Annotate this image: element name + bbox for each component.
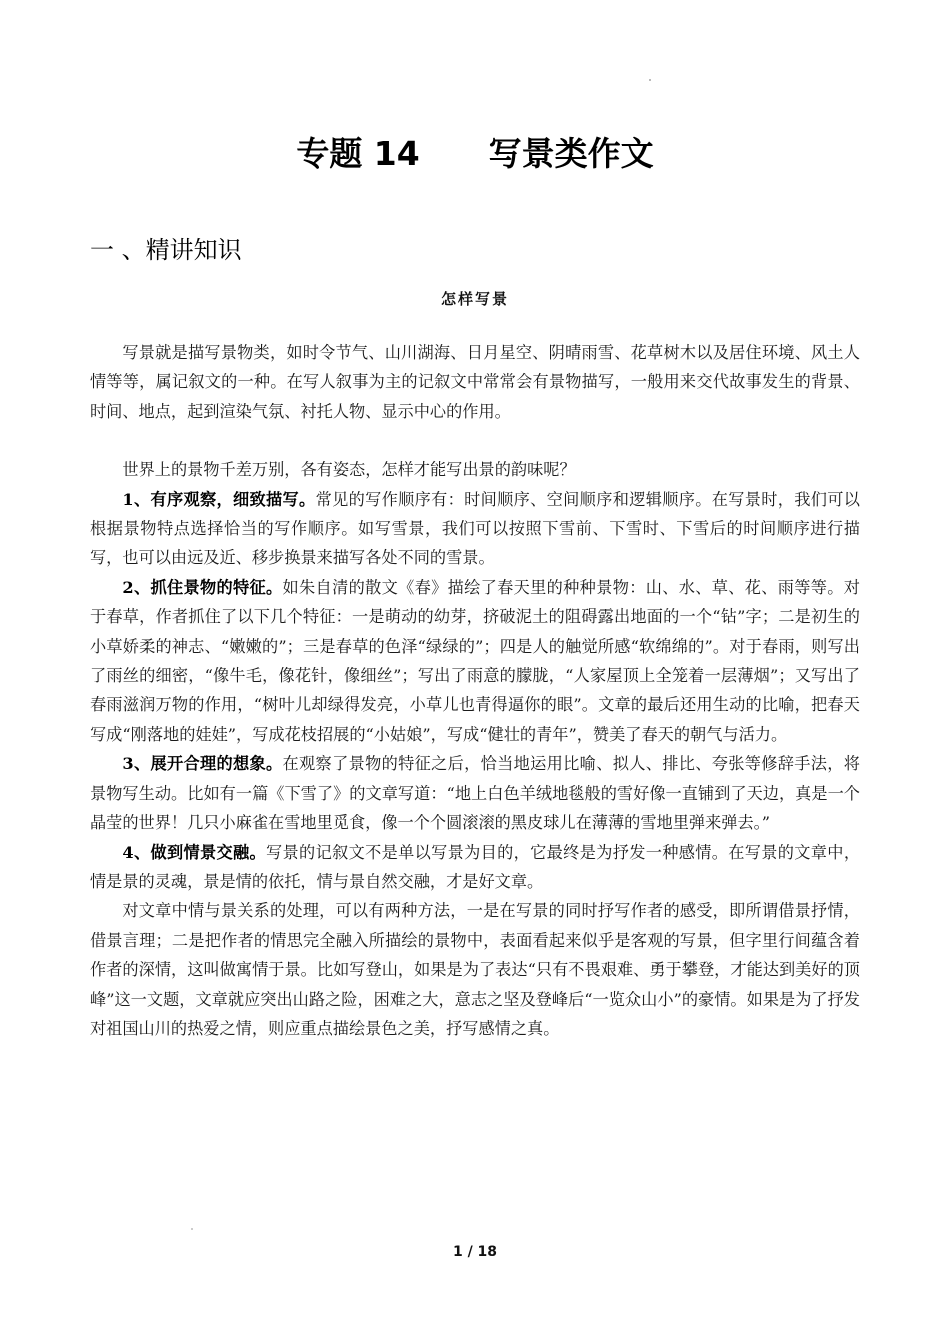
article-body bbox=[90, 338, 860, 1043]
paragraph-point-1 bbox=[90, 485, 860, 573]
document-title: 专题 14 写景类作文 bbox=[296, 134, 654, 173]
paragraph-gap bbox=[90, 426, 860, 455]
paragraph-methods: 对文章中情与景关系的处理，可以有两种方法，一是在写景的同时抒写作者的感受，即所谓借景抒情，借景言理；二是把作者的情思完全融入所描绘的景物中，表面看起来似乎是客观的写景，但字里行间蕴含着作者的深情，这叫做寓情于景。比如写登山，如果是为了表达“只有不畏艰难、勇于攀登，才能达到美好的顶峰”这一文题，文章就应突出山路之险，困难之大，意志之坚及登峰后“一览众山小”的豪情。如果是为了抒发对祖国山川的热爱之情，则应重点描绘景色之美，抒写感情之真。 bbox=[90, 901, 860, 1038]
paragraph-point-3 bbox=[90, 749, 860, 837]
scan-speck bbox=[191, 1228, 193, 1230]
paragraph-question: 世界上的景物千差万别，各有姿态，怎样才能写出景的韵味呢？ bbox=[122, 460, 576, 480]
point-3-heading: 3、展开合理的想象。 bbox=[122, 754, 283, 774]
point-2-text: 如朱自清的散文《春》描绘了春天里的种种景物：山、水、草、花、雨等等。对于春草，作者抓住了以下几个特征：一是萌动的幼芽，挤破泥土的阻碍露出地面的一个“钻”字；二是初生的小草娇柔的神志、“嫩嫩的”；三是春草的色泽“绿绿的”；四是人的触觉所感“软绵绵的”。对于春雨，则写出了雨丝的细密，“像牛毛，像花针，像细丝”；写出了雨意的朦胧，“人家屋顶上全笼着一层薄烟”；又写出了春雨滋润万物的作用，“树叶儿却绿得发亮，小草儿也青得逼你的眼”。文章的最后还用生动的比喻，把春天写成“刚落地的娃娃”，写成花枝招展的“小姑娘”，写成“健壮的青年”，赞美了春天的朝气与活力。 bbox=[90, 577, 860, 744]
point-1-heading: 1、有序观察，细致描写。 bbox=[122, 489, 316, 509]
paragraph-intro: 写景就是描写景物类，如时令节气、山川湖海、日月星空、阴晴雨雪、花草树木以及居住环境、风土人情等等，属记叙文的一种。在写人叙事为主的记叙文中常常会有景物描写，一般用来交代故事发生的背景、时间、地点，起到渲染气氛、衬托人物、显示中心的作用。 bbox=[90, 343, 860, 421]
page-number: 1 / 18 bbox=[452, 1244, 498, 1260]
point-2-heading: 2、抓住景物的特征。 bbox=[122, 577, 283, 597]
point-3-text: 在观察了景物的特征之后，恰当地运用比喻、拟人、排比、夸张等修辞手法，将景物写生动。比如有一篇《下雪了》的文章写道：“地上白色羊绒地毯般的雪好像一直铺到了天边，真是一个晶莹的世界！几只小麻雀在雪地里觅食，像一个个圆滚滚的黑皮球儿在薄薄的雪地里弹来弹去。” bbox=[90, 754, 860, 833]
article-subtitle: 怎样写景 bbox=[440, 290, 509, 308]
point-4-heading: 4、做到情景交融。 bbox=[122, 842, 267, 862]
scan-speck bbox=[649, 79, 651, 81]
point-4-text: 写景的记叙文不是单以写景为目的，它最终是为抒发一种感情。在写景的文章中，情是景的灵魂，景是情的依托，情与景自然交融，才是好文章。 bbox=[90, 842, 861, 891]
paragraph-point-4 bbox=[90, 838, 860, 897]
point-1-text: 常见的写作顺序有：时间顺序、空间顺序和逻辑顺序。在写景时，我们可以根据景物特点选择恰当的写作顺序。如写雪景，我们可以按照下雪前、下雪时、下雪后的时间顺序进行描写，也可以由远及近、移步换景来描写各处不同的雪景。 bbox=[90, 489, 860, 568]
paragraph-point-2 bbox=[90, 573, 860, 749]
section-heading: 一 、精讲知识 bbox=[90, 236, 242, 264]
